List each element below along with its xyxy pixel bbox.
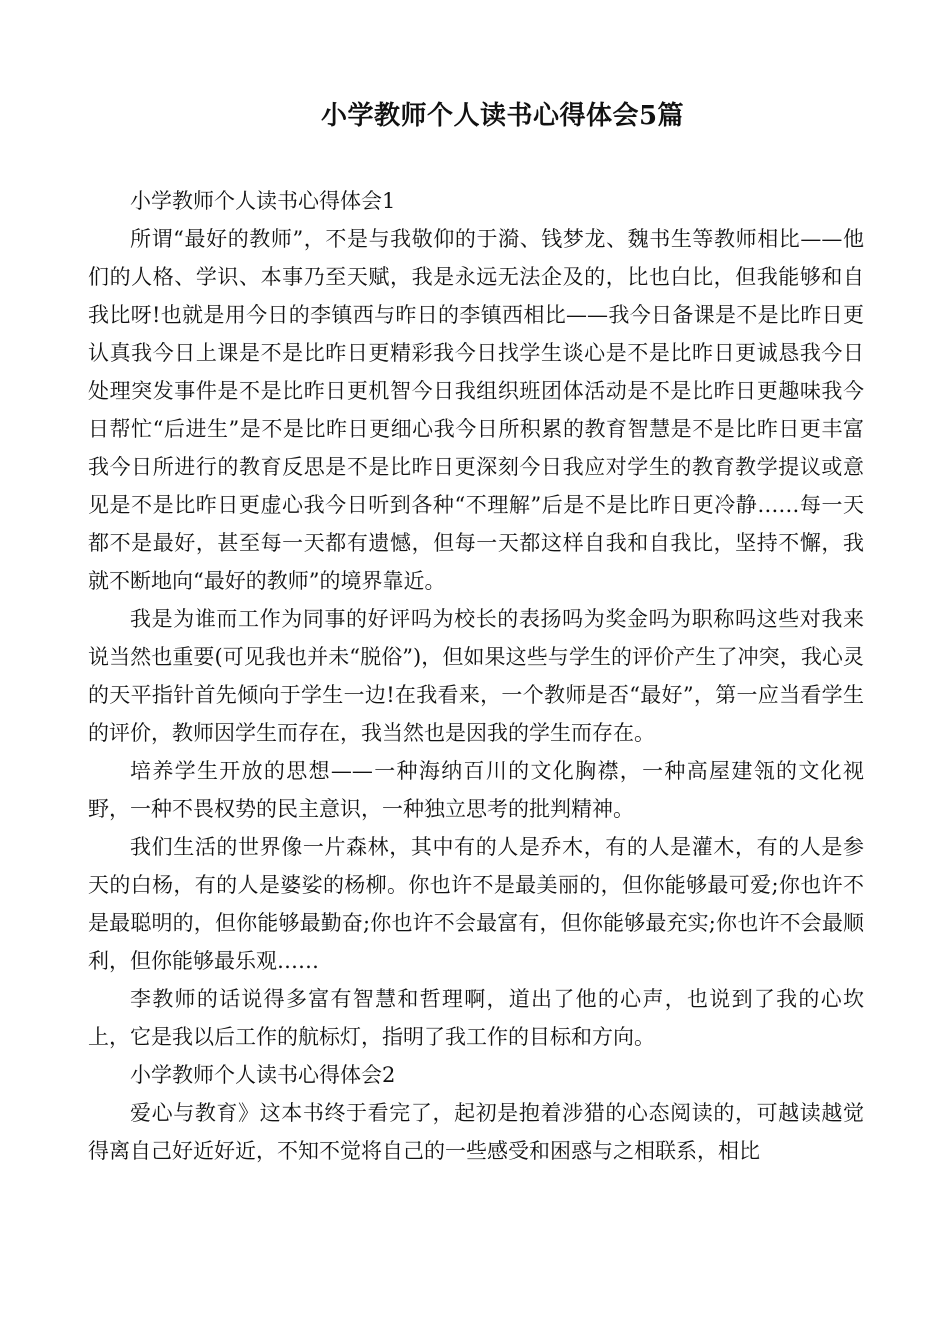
paragraph: 李教师的话说得多富有智慧和哲理啊，道出了他的心声，也说到了我的心坎上，它是我以后工作的航标灯，指明了我工作的目标和方向。	[88, 987, 864, 1049]
document-title: 小学教师个人读书心得体会5篇	[320, 101, 685, 131]
paragraph: 我是为谁而工作为同事的好评吗为校长的表扬吗为奖金吗为职称吗这些对我来说当然也重要(可见我也并未“脱俗”)，但如果这些与学生的评价产生了冲突，我心灵的天平指针首先倾向于学生一边!在我看来，一个教师是否“最好”，第一应当看学生的评价，教师因学生而存在，我当然也是因我的学生而存在。	[88, 607, 864, 745]
section-heading-2: 小学教师个人读书心得体会2	[130, 1063, 396, 1087]
document-body	[88, 182, 864, 1170]
section-heading-1: 小学教师个人读书心得体会1	[130, 189, 396, 213]
paragraph: 我们生活的世界像一片森林，其中有的人是乔木，有的人是灌木，有的人是参天的白杨，有的人是婆娑的杨柳。你也许不是最美丽的，但你能够最可爱;你也许不是最聪明的，但你能够最勤奋;你也许不会最富有，但你能够最充实;你也许不会最顺利，但你能够最乐观……	[88, 835, 864, 973]
paragraph: 培养学生开放的思想——一种海纳百川的文化胸襟，一种高屋建瓴的文化视野，一种不畏权势的民主意识，一种独立思考的批判精神。	[88, 759, 864, 821]
paragraph: 爱心与教育》这本书终于看完了，起初是抱着涉猎的心态阅读的，可越读越觉得离自己好近好近，不知不觉将自己的一些感受和困惑与之相联系，相比	[88, 1101, 864, 1163]
paragraph: 所谓“最好的教师”，不是与我敬仰的于漪、钱梦龙、魏书生等教师相比——他们的人格、学识、本事乃至天赋，我是永远无法企及的，比也白比，但我能够和自我比呀!也就是用今日的李镇西与昨日的李镇西相比——我今日备课是不是比昨日更认真我今日上课是不是比昨日更精彩我今日找学生谈心是不是比昨日更诚恳我今日处理突发事件是不是比昨日更机智今日我组织班团体活动是不是比昨日更趣味我今日帮忙“后进生”是不是比昨日更细心我今日所积累的教育智慧是不是比昨日更丰富我今日所进行的教育反思是不是比昨日更深刻今日我应对学生的教育教学提议或意见是不是比昨日更虚心我今日听到各种“不理解”后是不是比昨日更冷静……每一天都不是最好，甚至每一天都有遗憾，但每一天都这样自我和自我比，坚持不懈，我就不断地向“最好的教师”的境界靠近。	[88, 227, 864, 593]
